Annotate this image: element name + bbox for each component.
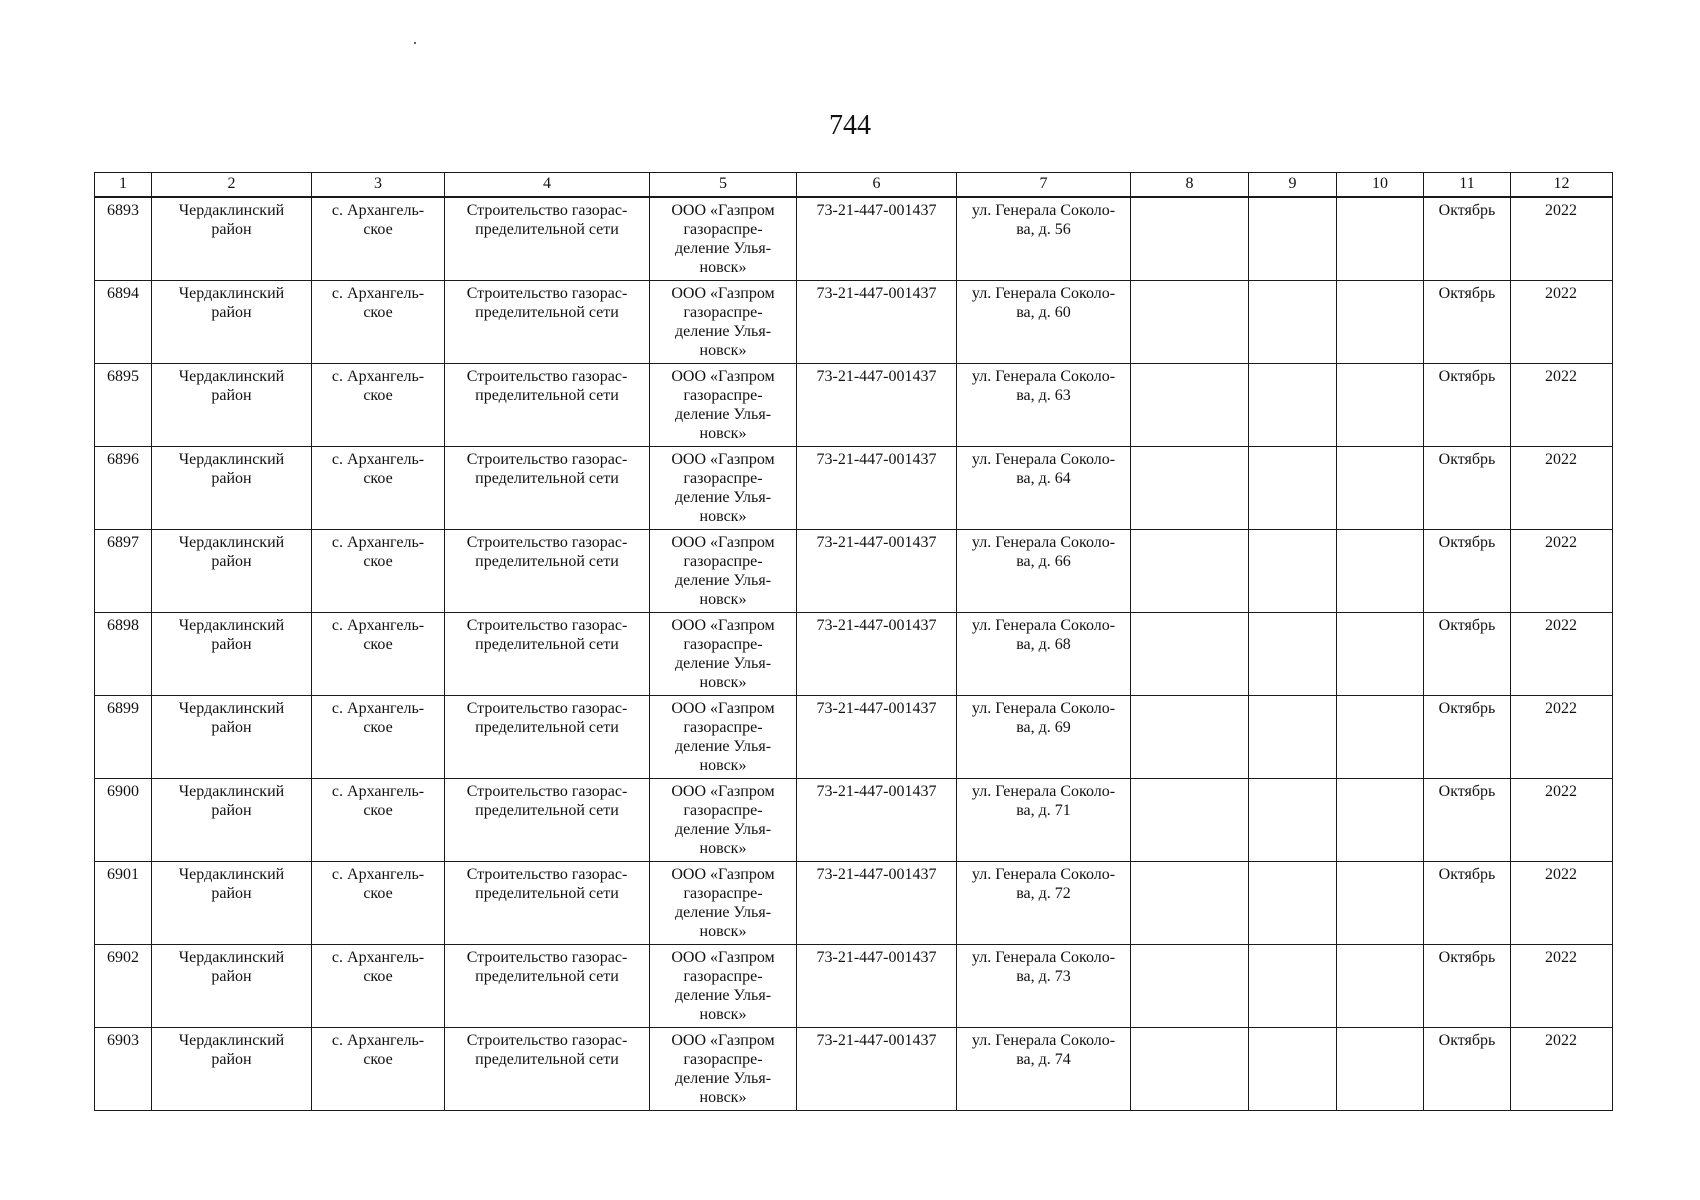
table-row: [95, 778, 1613, 861]
cell-organization-line: газораспре-: [683, 967, 763, 985]
page-number: 744: [829, 110, 871, 141]
cell-address: [957, 778, 1131, 861]
cell-code: 73-21-447-001437: [797, 446, 957, 529]
cell-number: 6898: [95, 612, 152, 695]
col-header-9: 9: [1249, 173, 1337, 198]
cell-organization-line: ООО «Газпром: [671, 865, 775, 883]
cell-address: [957, 944, 1131, 1027]
cell-col-8: [1131, 197, 1249, 280]
cell-organization-line: ООО «Газпром: [671, 782, 775, 800]
registry-table: [94, 172, 1613, 1111]
cell-address-line: ул. Генерала Соколо-: [971, 367, 1116, 385]
cell-col-10: [1337, 778, 1424, 861]
cell-organization-line: деление Улья-: [674, 903, 772, 921]
cell-number: 6902: [95, 944, 152, 1027]
cell-address-line: ул. Генерала Соколо-: [971, 450, 1116, 468]
cell-district-line: район: [211, 1050, 252, 1068]
cell-address-line: ва, д. 66: [1016, 552, 1071, 570]
cell-year: 2022: [1511, 446, 1613, 529]
cell-district: [152, 529, 312, 612]
cell-organization: [650, 778, 797, 861]
cell-month: Октябрь: [1424, 861, 1511, 944]
cell-organization-line: газораспре-: [683, 635, 763, 653]
cell-district-line: Чердаклинский: [178, 616, 285, 634]
cell-district-line: район: [211, 801, 252, 819]
cell-organization-line: новск»: [699, 590, 747, 608]
col-header-5: 5: [650, 173, 797, 198]
cell-work-type: [445, 529, 650, 612]
cell-organization-line: деление Улья-: [674, 240, 772, 257]
cell-settlement-line: с. Архангель-: [331, 450, 425, 468]
cell-organization: [650, 197, 797, 280]
cell-col-9: [1249, 944, 1337, 1027]
cell-address-line: ва, д. 72: [1016, 884, 1071, 902]
cell-work-type-line: Строительство газорас-: [466, 450, 628, 468]
cell-district-line: Чердаклинский: [178, 1031, 285, 1049]
cell-work-type: [445, 363, 650, 446]
cell-district: [152, 280, 312, 363]
cell-district-line: район: [211, 718, 252, 736]
cell-number: 6893: [95, 197, 152, 280]
cell-organization-line: новск»: [699, 507, 747, 525]
cell-organization-line: ООО «Газпром: [671, 284, 775, 302]
cell-work-type-line: Строительство газорас-: [466, 533, 628, 551]
cell-col-8: [1131, 944, 1249, 1027]
cell-month: Октябрь: [1424, 446, 1511, 529]
table-header: [95, 173, 1613, 198]
cell-settlement-line: с. Архангель-: [331, 699, 425, 717]
cell-district: [152, 363, 312, 446]
cell-col-9: [1249, 695, 1337, 778]
cell-settlement: [312, 197, 445, 280]
cell-settlement-line: ское: [363, 386, 393, 404]
table-row: [95, 363, 1613, 446]
cell-settlement-line: с. Архангель-: [331, 284, 425, 302]
table-row: [95, 612, 1613, 695]
cell-organization-line: новск»: [699, 839, 747, 857]
cell-organization-line: деление Улья-: [674, 322, 772, 340]
col-header-12: 12: [1511, 173, 1613, 198]
cell-col-8: [1131, 612, 1249, 695]
cell-settlement-line: ское: [363, 221, 393, 238]
cell-address-line: ва, д. 74: [1016, 1050, 1071, 1068]
cell-district-line: район: [211, 967, 252, 985]
cell-settlement-line: с. Архангель-: [331, 533, 425, 551]
cell-organization: [650, 612, 797, 695]
cell-col-10: [1337, 1027, 1424, 1110]
table-row: [95, 446, 1613, 529]
col-header-6: 6: [797, 173, 957, 198]
cell-address: [957, 280, 1131, 363]
cell-col-10: [1337, 197, 1424, 280]
cell-work-type: [445, 778, 650, 861]
cell-settlement: [312, 778, 445, 861]
cell-settlement: [312, 280, 445, 363]
cell-year: 2022: [1511, 778, 1613, 861]
cell-settlement: [312, 861, 445, 944]
cell-settlement-line: с. Архангель-: [331, 202, 425, 219]
cell-address-line: ва, д. 56: [1016, 221, 1071, 238]
col-header-8: 8: [1131, 173, 1249, 198]
cell-organization-line: новск»: [699, 424, 747, 442]
cell-district: [152, 944, 312, 1027]
cell-organization-line: новск»: [699, 922, 747, 940]
cell-settlement-line: ское: [363, 884, 393, 902]
cell-col-8: [1131, 778, 1249, 861]
cell-year: 2022: [1511, 695, 1613, 778]
cell-address-line: ул. Генерала Соколо-: [971, 533, 1116, 551]
cell-month: Октябрь: [1424, 778, 1511, 861]
cell-district-line: район: [211, 469, 252, 487]
cell-work-type-line: Строительство газорас-: [466, 367, 628, 385]
cell-work-type-line: Строительство газорас-: [466, 782, 628, 800]
cell-settlement-line: с. Архангель-: [331, 1031, 425, 1049]
cell-col-10: [1337, 695, 1424, 778]
cell-organization-line: новск»: [699, 341, 747, 359]
cell-month: Октябрь: [1424, 280, 1511, 363]
cell-col-10: [1337, 944, 1424, 1027]
cell-year: 2022: [1511, 612, 1613, 695]
cell-district-line: Чердаклинский: [178, 367, 285, 385]
cell-settlement: [312, 363, 445, 446]
cell-month: Октябрь: [1424, 612, 1511, 695]
cell-organization: [650, 280, 797, 363]
cell-work-type: [445, 695, 650, 778]
cell-month: Октябрь: [1424, 363, 1511, 446]
cell-address: [957, 861, 1131, 944]
cell-code: 73-21-447-001437: [797, 529, 957, 612]
cell-organization-line: деление Улья-: [674, 1069, 772, 1087]
cell-district: [152, 695, 312, 778]
cell-address: [957, 1027, 1131, 1110]
cell-code: 73-21-447-001437: [797, 280, 957, 363]
cell-address-line: ул. Генерала Соколо-: [971, 865, 1116, 883]
cell-organization-line: новск»: [699, 1005, 747, 1023]
cell-organization-line: газораспре-: [683, 221, 763, 238]
cell-col-10: [1337, 280, 1424, 363]
cell-settlement: [312, 1027, 445, 1110]
cell-code: 73-21-447-001437: [797, 197, 957, 280]
cell-district-line: район: [211, 386, 252, 404]
cell-work-type-line: пределительной сети: [475, 221, 619, 238]
cell-month: Октябрь: [1424, 695, 1511, 778]
cell-work-type-line: Строительство газорас-: [466, 1031, 628, 1049]
cell-year: 2022: [1511, 363, 1613, 446]
cell-settlement-line: с. Архангель-: [331, 782, 425, 800]
table-row: [95, 861, 1613, 944]
cell-organization: [650, 446, 797, 529]
cell-number: 6901: [95, 861, 152, 944]
cell-work-type: [445, 446, 650, 529]
cell-district: [152, 446, 312, 529]
cell-district: [152, 197, 312, 280]
col-header-1: 1: [95, 173, 152, 198]
cell-organization: [650, 1027, 797, 1110]
cell-organization-line: ООО «Газпром: [671, 1031, 775, 1049]
cell-year: 2022: [1511, 280, 1613, 363]
cell-work-type: [445, 197, 650, 280]
cell-col-8: [1131, 446, 1249, 529]
cell-organization-line: ООО «Газпром: [671, 699, 775, 717]
cell-address-line: ва, д. 63: [1016, 386, 1071, 404]
cell-district-line: район: [211, 635, 252, 653]
cell-month: Октябрь: [1424, 1027, 1511, 1110]
cell-address-line: ул. Генерала Соколо-: [971, 782, 1116, 800]
cell-work-type-line: пределительной сети: [475, 1050, 619, 1068]
cell-address-line: ва, д. 71: [1016, 801, 1071, 819]
cell-district-line: район: [211, 884, 252, 902]
cell-district: [152, 778, 312, 861]
cell-work-type-line: Строительство газорас-: [466, 202, 628, 219]
cell-work-type-line: пределительной сети: [475, 469, 619, 487]
cell-address-line: ул. Генерала Соколо-: [971, 202, 1116, 219]
cell-organization-line: деление Улья-: [674, 405, 772, 423]
cell-work-type: [445, 612, 650, 695]
cell-address: [957, 612, 1131, 695]
cell-district: [152, 612, 312, 695]
cell-number: 6903: [95, 1027, 152, 1110]
cell-work-type-line: пределительной сети: [475, 635, 619, 653]
cell-year: 2022: [1511, 529, 1613, 612]
cell-address-line: ва, д. 73: [1016, 967, 1071, 985]
cell-district-line: Чердаклинский: [178, 699, 285, 717]
table-row: [95, 944, 1613, 1027]
cell-number: 6899: [95, 695, 152, 778]
cell-settlement: [312, 695, 445, 778]
cell-address: [957, 197, 1131, 280]
cell-district-line: Чердаклинский: [178, 948, 285, 966]
cell-district-line: Чердаклинский: [178, 284, 285, 302]
col-header-10: 10: [1337, 173, 1424, 198]
cell-address-line: ул. Генерала Соколо-: [971, 948, 1116, 966]
cell-number: 6894: [95, 280, 152, 363]
cell-organization-line: газораспре-: [683, 1050, 763, 1068]
cell-address-line: ул. Генерала Соколо-: [971, 1031, 1116, 1049]
cell-organization-line: деление Улья-: [674, 571, 772, 589]
cell-col-10: [1337, 861, 1424, 944]
cell-code: 73-21-447-001437: [797, 861, 957, 944]
cell-work-type-line: пределительной сети: [475, 303, 619, 321]
cell-address: [957, 529, 1131, 612]
cell-organization-line: новск»: [699, 259, 747, 276]
cell-col-8: [1131, 1027, 1249, 1110]
cell-settlement: [312, 529, 445, 612]
cell-col-10: [1337, 529, 1424, 612]
cell-number: 6897: [95, 529, 152, 612]
cell-organization-line: деление Улья-: [674, 820, 772, 838]
cell-year: 2022: [1511, 861, 1613, 944]
cell-organization-line: газораспре-: [683, 884, 763, 902]
col-header-4: 4: [445, 173, 650, 198]
cell-organization: [650, 363, 797, 446]
cell-work-type-line: пределительной сети: [475, 884, 619, 902]
cell-settlement-line: с. Архангель-: [331, 865, 425, 883]
cell-district: [152, 861, 312, 944]
cell-settlement-line: ское: [363, 635, 393, 653]
cell-settlement-line: ское: [363, 552, 393, 570]
cell-organization-line: деление Улья-: [674, 488, 772, 506]
cell-work-type-line: Строительство газорас-: [466, 616, 628, 634]
cell-work-type-line: Строительство газорас-: [466, 865, 628, 883]
cell-month: Октябрь: [1424, 944, 1511, 1027]
cell-settlement-line: с. Архангель-: [331, 948, 425, 966]
cell-district-line: район: [211, 552, 252, 570]
cell-settlement: [312, 612, 445, 695]
cell-col-9: [1249, 1027, 1337, 1110]
cell-organization-line: новск»: [699, 1088, 747, 1106]
cell-district: [152, 1027, 312, 1110]
cell-code: 73-21-447-001437: [797, 612, 957, 695]
scan-speck: [414, 42, 416, 44]
cell-settlement-line: ское: [363, 801, 393, 819]
cell-district-line: Чердаклинский: [178, 450, 285, 468]
cell-code: 73-21-447-001437: [797, 778, 957, 861]
table-row: [95, 529, 1613, 612]
cell-address-line: ва, д. 64: [1016, 469, 1071, 487]
cell-organization: [650, 944, 797, 1027]
cell-col-9: [1249, 861, 1337, 944]
cell-organization-line: ООО «Газпром: [671, 533, 775, 551]
col-header-2: 2: [152, 173, 312, 198]
cell-settlement: [312, 446, 445, 529]
cell-col-9: [1249, 363, 1337, 446]
cell-col-8: [1131, 529, 1249, 612]
cell-district-line: район: [211, 303, 252, 321]
cell-organization: [650, 695, 797, 778]
header-row: [95, 173, 1613, 198]
cell-col-10: [1337, 363, 1424, 446]
cell-settlement-line: с. Архангель-: [331, 367, 425, 385]
cell-address-line: ва, д. 60: [1016, 303, 1071, 321]
cell-number: 6900: [95, 778, 152, 861]
col-header-11: 11: [1424, 173, 1511, 198]
cell-address: [957, 446, 1131, 529]
cell-organization-line: ООО «Газпром: [671, 367, 775, 385]
cell-organization-line: ООО «Газпром: [671, 202, 775, 219]
cell-work-type-line: пределительной сети: [475, 552, 619, 570]
cell-col-10: [1337, 446, 1424, 529]
cell-organization: [650, 861, 797, 944]
cell-address-line: ва, д. 68: [1016, 635, 1071, 653]
cell-organization-line: деление Улья-: [674, 737, 772, 755]
cell-code: 73-21-447-001437: [797, 363, 957, 446]
cell-district-line: Чердаклинский: [178, 782, 285, 800]
cell-work-type-line: пределительной сети: [475, 718, 619, 736]
cell-code: 73-21-447-001437: [797, 944, 957, 1027]
cell-organization-line: ООО «Газпром: [671, 948, 775, 966]
cell-col-9: [1249, 778, 1337, 861]
cell-address-line: ул. Генерала Соколо-: [971, 616, 1116, 634]
cell-organization-line: газораспре-: [683, 469, 763, 487]
cell-organization-line: газораспре-: [683, 801, 763, 819]
cell-address-line: ул. Генерала Соколо-: [971, 699, 1116, 717]
cell-address: [957, 695, 1131, 778]
cell-settlement-line: ское: [363, 967, 393, 985]
table-row: [95, 1027, 1613, 1110]
cell-code: 73-21-447-001437: [797, 695, 957, 778]
cell-district-line: Чердаклинский: [178, 533, 285, 551]
cell-settlement-line: с. Архангель-: [331, 616, 425, 634]
cell-col-10: [1337, 612, 1424, 695]
cell-work-type: [445, 280, 650, 363]
cell-address: [957, 363, 1131, 446]
cell-organization-line: деление Улья-: [674, 654, 772, 672]
table-row: [95, 280, 1613, 363]
cell-work-type: [445, 944, 650, 1027]
cell-month: Октябрь: [1424, 197, 1511, 280]
cell-organization-line: деление Улья-: [674, 986, 772, 1004]
table-row: [95, 197, 1613, 280]
cell-organization-line: ООО «Газпром: [671, 450, 775, 468]
table-row: [95, 695, 1613, 778]
cell-year: 2022: [1511, 197, 1613, 280]
cell-organization-line: новск»: [699, 673, 747, 691]
cell-number: 6895: [95, 363, 152, 446]
cell-organization-line: газораспре-: [683, 552, 763, 570]
cell-work-type: [445, 861, 650, 944]
cell-work-type-line: пределительной сети: [475, 967, 619, 985]
col-header-7: 7: [957, 173, 1131, 198]
cell-number: 6896: [95, 446, 152, 529]
cell-district-line: Чердаклинский: [178, 865, 285, 883]
cell-year: 2022: [1511, 1027, 1613, 1110]
cell-organization: [650, 529, 797, 612]
col-header-3: 3: [312, 173, 445, 198]
cell-work-type-line: Строительство газорас-: [466, 948, 628, 966]
cell-address-line: ул. Генерала Соколо-: [971, 284, 1116, 302]
cell-month: Октябрь: [1424, 529, 1511, 612]
cell-work-type-line: пределительной сети: [475, 386, 619, 404]
cell-col-8: [1131, 280, 1249, 363]
cell-code: 73-21-447-001437: [797, 1027, 957, 1110]
cell-organization-line: ООО «Газпром: [671, 616, 775, 634]
cell-settlement-line: ское: [363, 469, 393, 487]
cell-col-9: [1249, 280, 1337, 363]
cell-col-9: [1249, 197, 1337, 280]
cell-district-line: Чердаклинский: [178, 202, 285, 219]
cell-col-9: [1249, 446, 1337, 529]
cell-district-line: район: [211, 221, 252, 238]
cell-year: 2022: [1511, 944, 1613, 1027]
cell-settlement: [312, 944, 445, 1027]
cell-settlement-line: ское: [363, 718, 393, 736]
cell-col-8: [1131, 363, 1249, 446]
cell-work-type-line: пределительной сети: [475, 801, 619, 819]
table-body: [95, 197, 1613, 1110]
cell-work-type-line: Строительство газорас-: [466, 284, 628, 302]
cell-settlement-line: ское: [363, 303, 393, 321]
cell-col-8: [1131, 861, 1249, 944]
cell-work-type-line: Строительство газорас-: [466, 699, 628, 717]
cell-col-9: [1249, 529, 1337, 612]
cell-work-type: [445, 1027, 650, 1110]
cell-address-line: ва, д. 69: [1016, 718, 1071, 736]
cell-col-9: [1249, 612, 1337, 695]
cell-organization-line: газораспре-: [683, 386, 763, 404]
cell-organization-line: новск»: [699, 756, 747, 774]
cell-settlement-line: ское: [363, 1050, 393, 1068]
cell-col-8: [1131, 695, 1249, 778]
cell-organization-line: газораспре-: [683, 718, 763, 736]
cell-organization-line: газораспре-: [683, 303, 763, 321]
